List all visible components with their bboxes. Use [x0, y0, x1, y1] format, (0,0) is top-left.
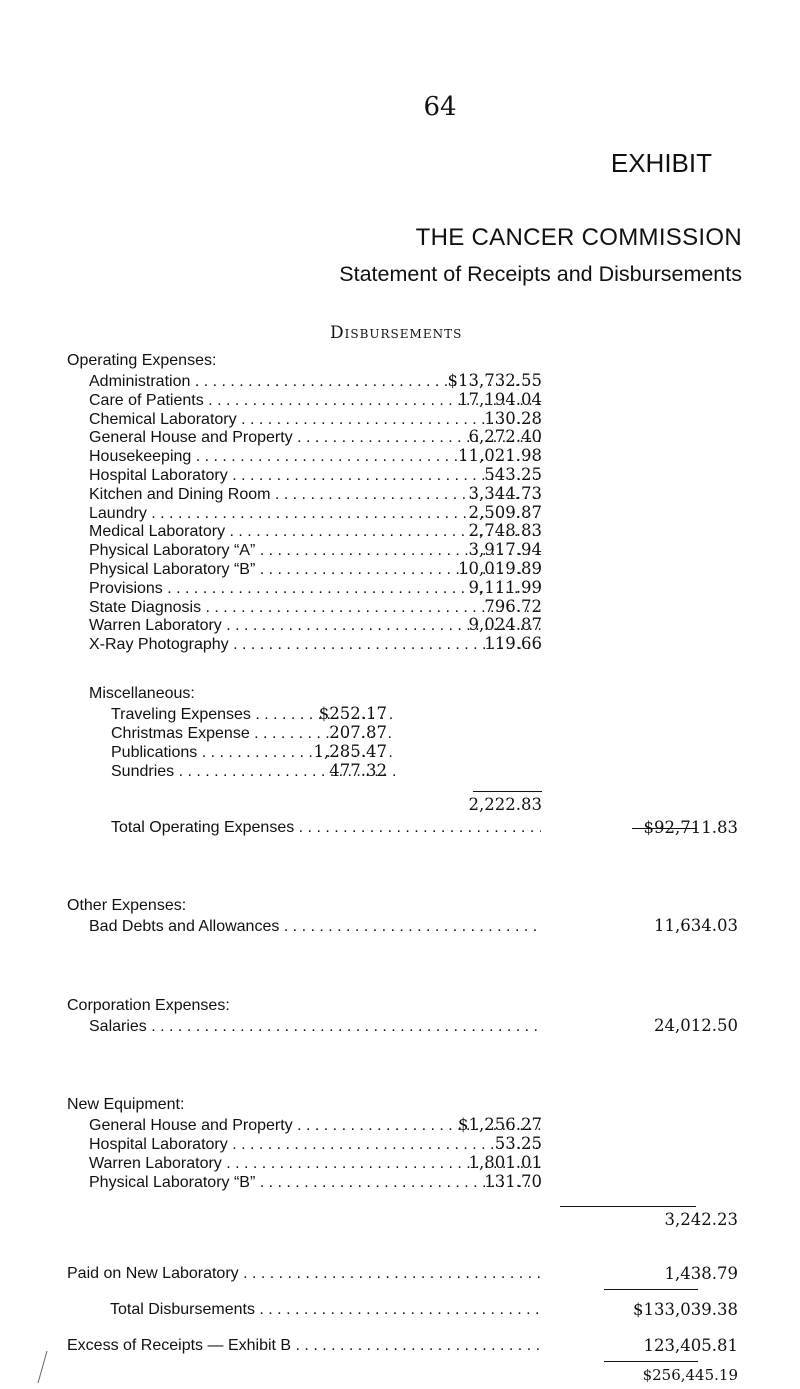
section-heading: Disbursements — [330, 323, 463, 343]
equipment-item-label: Physical Laboratory “B” . . . — [89, 1173, 541, 1193]
operating-heading: Operating Expenses: — [67, 352, 217, 369]
paid-new-lab-amount: 1,438.79 — [664, 1264, 738, 1283]
page-number: 64 — [423, 92, 457, 122]
operating-item-amount: 9,024.87 — [468, 615, 542, 635]
equipment-item-amount: 1,801.01 — [468, 1153, 542, 1172]
operating-item-amount: 130.28 — [484, 408, 542, 428]
other-item-amount: 11,634.03 — [654, 916, 738, 935]
operating-item-label: Laundry . . . — [89, 504, 541, 524]
paid-new-lab-label: Paid on New Laboratory . . . — [67, 1264, 541, 1284]
equipment-rule — [560, 1206, 696, 1207]
operating-item-label: Kitchen and Dining Room . . . — [89, 485, 541, 505]
total-operating-amount: $92,711.83 — [643, 818, 738, 837]
equipment-item-amount: $1,256.27 — [458, 1115, 542, 1134]
operating-item-amount: 11,021.98 — [458, 446, 542, 466]
operating-item-amount: 10,019.89 — [458, 559, 542, 578]
misc-item-label: Traveling Expenses . . . — [111, 705, 396, 725]
operating-item-label: Hospital Laboratory . . . — [89, 466, 541, 486]
other-heading: Other Expenses: — [67, 897, 187, 914]
corporation-heading: Corporation Expenses: — [67, 997, 230, 1014]
operating-item-label: Chemical Laboratory . . . — [89, 410, 541, 430]
operating-item-label: Physical Laboratory “A” . . . — [89, 541, 541, 561]
operating-item-amount: $13,732.55 — [447, 371, 542, 390]
operating-item-label: X-Ray Photography . . . — [89, 635, 541, 655]
grand-total: $256,445.19 — [642, 1366, 738, 1384]
operating-item-amount: 3,917.94 — [468, 540, 542, 560]
misc-item-amount: $252.17 — [318, 704, 387, 723]
operating-item-label: Housekeeping . . . — [89, 447, 541, 467]
equipment-item-label: Hospital Laboratory . . . — [89, 1135, 541, 1155]
misc-item-label: Sundries . . . — [111, 762, 396, 782]
grand-rule — [604, 1361, 698, 1362]
operating-item-label: Medical Laboratory . . . — [89, 522, 541, 542]
total-disb-label: Total Disbursements . . . — [110, 1300, 541, 1320]
pencil-mark-icon — [36, 1350, 48, 1384]
corporation-item-amount: 24,012.50 — [654, 1016, 738, 1035]
total-operating-label: Total Operating Expenses . . . — [111, 818, 541, 838]
statement-title: Statement of Receipts and Disbursements — [339, 262, 742, 286]
other-item-label: Bad Debts and Allowances . . . — [89, 917, 541, 937]
corporation-item-label: Salaries . . . — [89, 1017, 541, 1037]
operating-item-label: Physical Laboratory “B” . . . — [89, 560, 541, 580]
misc-item-amount: 477.32 — [329, 761, 387, 780]
equipment-item-label: Warren Laboratory . . . — [89, 1154, 541, 1174]
misc-heading: Miscellaneous: — [89, 685, 195, 702]
operating-item-amount: 3,344.73 — [468, 483, 542, 503]
operating-item-label: Administration . . . — [89, 372, 541, 392]
operating-item-label: State Diagnosis . . . — [89, 598, 541, 618]
exhibit-label: EXHIBIT — [610, 148, 712, 178]
operating-item-amount: 543.25 — [484, 465, 542, 484]
operating-item-label: Warren Laboratory . . . — [89, 616, 541, 636]
excess-amount: 123,405.81 — [643, 1336, 738, 1355]
operating-item-amount: 796.72 — [484, 596, 542, 616]
total-disb-amount: $133,039.38 — [633, 1300, 738, 1319]
misc-item-amount: 1,285.47 — [313, 742, 387, 761]
misc-item-amount: 207.87 — [329, 723, 387, 742]
organization-title: THE CANCER COMMISSION — [415, 224, 742, 251]
misc-subtotal: 2,222.83 — [468, 795, 542, 814]
operating-item-amount: 119.66 — [484, 634, 542, 654]
equipment-item-label: General House and Property . . . — [89, 1116, 541, 1136]
operating-item-amount: 2,509.87 — [468, 502, 542, 522]
operating-item-label: Provisions . . . — [89, 579, 541, 599]
excess-label: Excess of Receipts — Exhibit B . . . — [67, 1336, 541, 1356]
total-disb-rule — [604, 1289, 698, 1290]
operating-item-amount: 6,272.40 — [468, 427, 542, 447]
equipment-item-amount: 131.70 — [484, 1172, 542, 1191]
equipment-item-amount: 53.25 — [494, 1134, 542, 1153]
operating-item-amount: 9,111.99 — [468, 577, 542, 597]
operating-item-label: Care of Patients . . . — [89, 391, 541, 411]
misc-rule — [473, 791, 542, 792]
equipment-heading: New Equipment: — [67, 1096, 185, 1113]
operating-item-amount: 17,194.04 — [458, 389, 542, 409]
operating-item-label: General House and Property . . . — [89, 428, 541, 448]
misc-item-label: Publications . . . — [111, 743, 396, 763]
misc-item-label: Christmas Expense . . . — [111, 724, 396, 744]
equipment-subtotal: 3,242.23 — [664, 1210, 738, 1229]
operating-item-amount: 2,748.83 — [468, 521, 542, 541]
